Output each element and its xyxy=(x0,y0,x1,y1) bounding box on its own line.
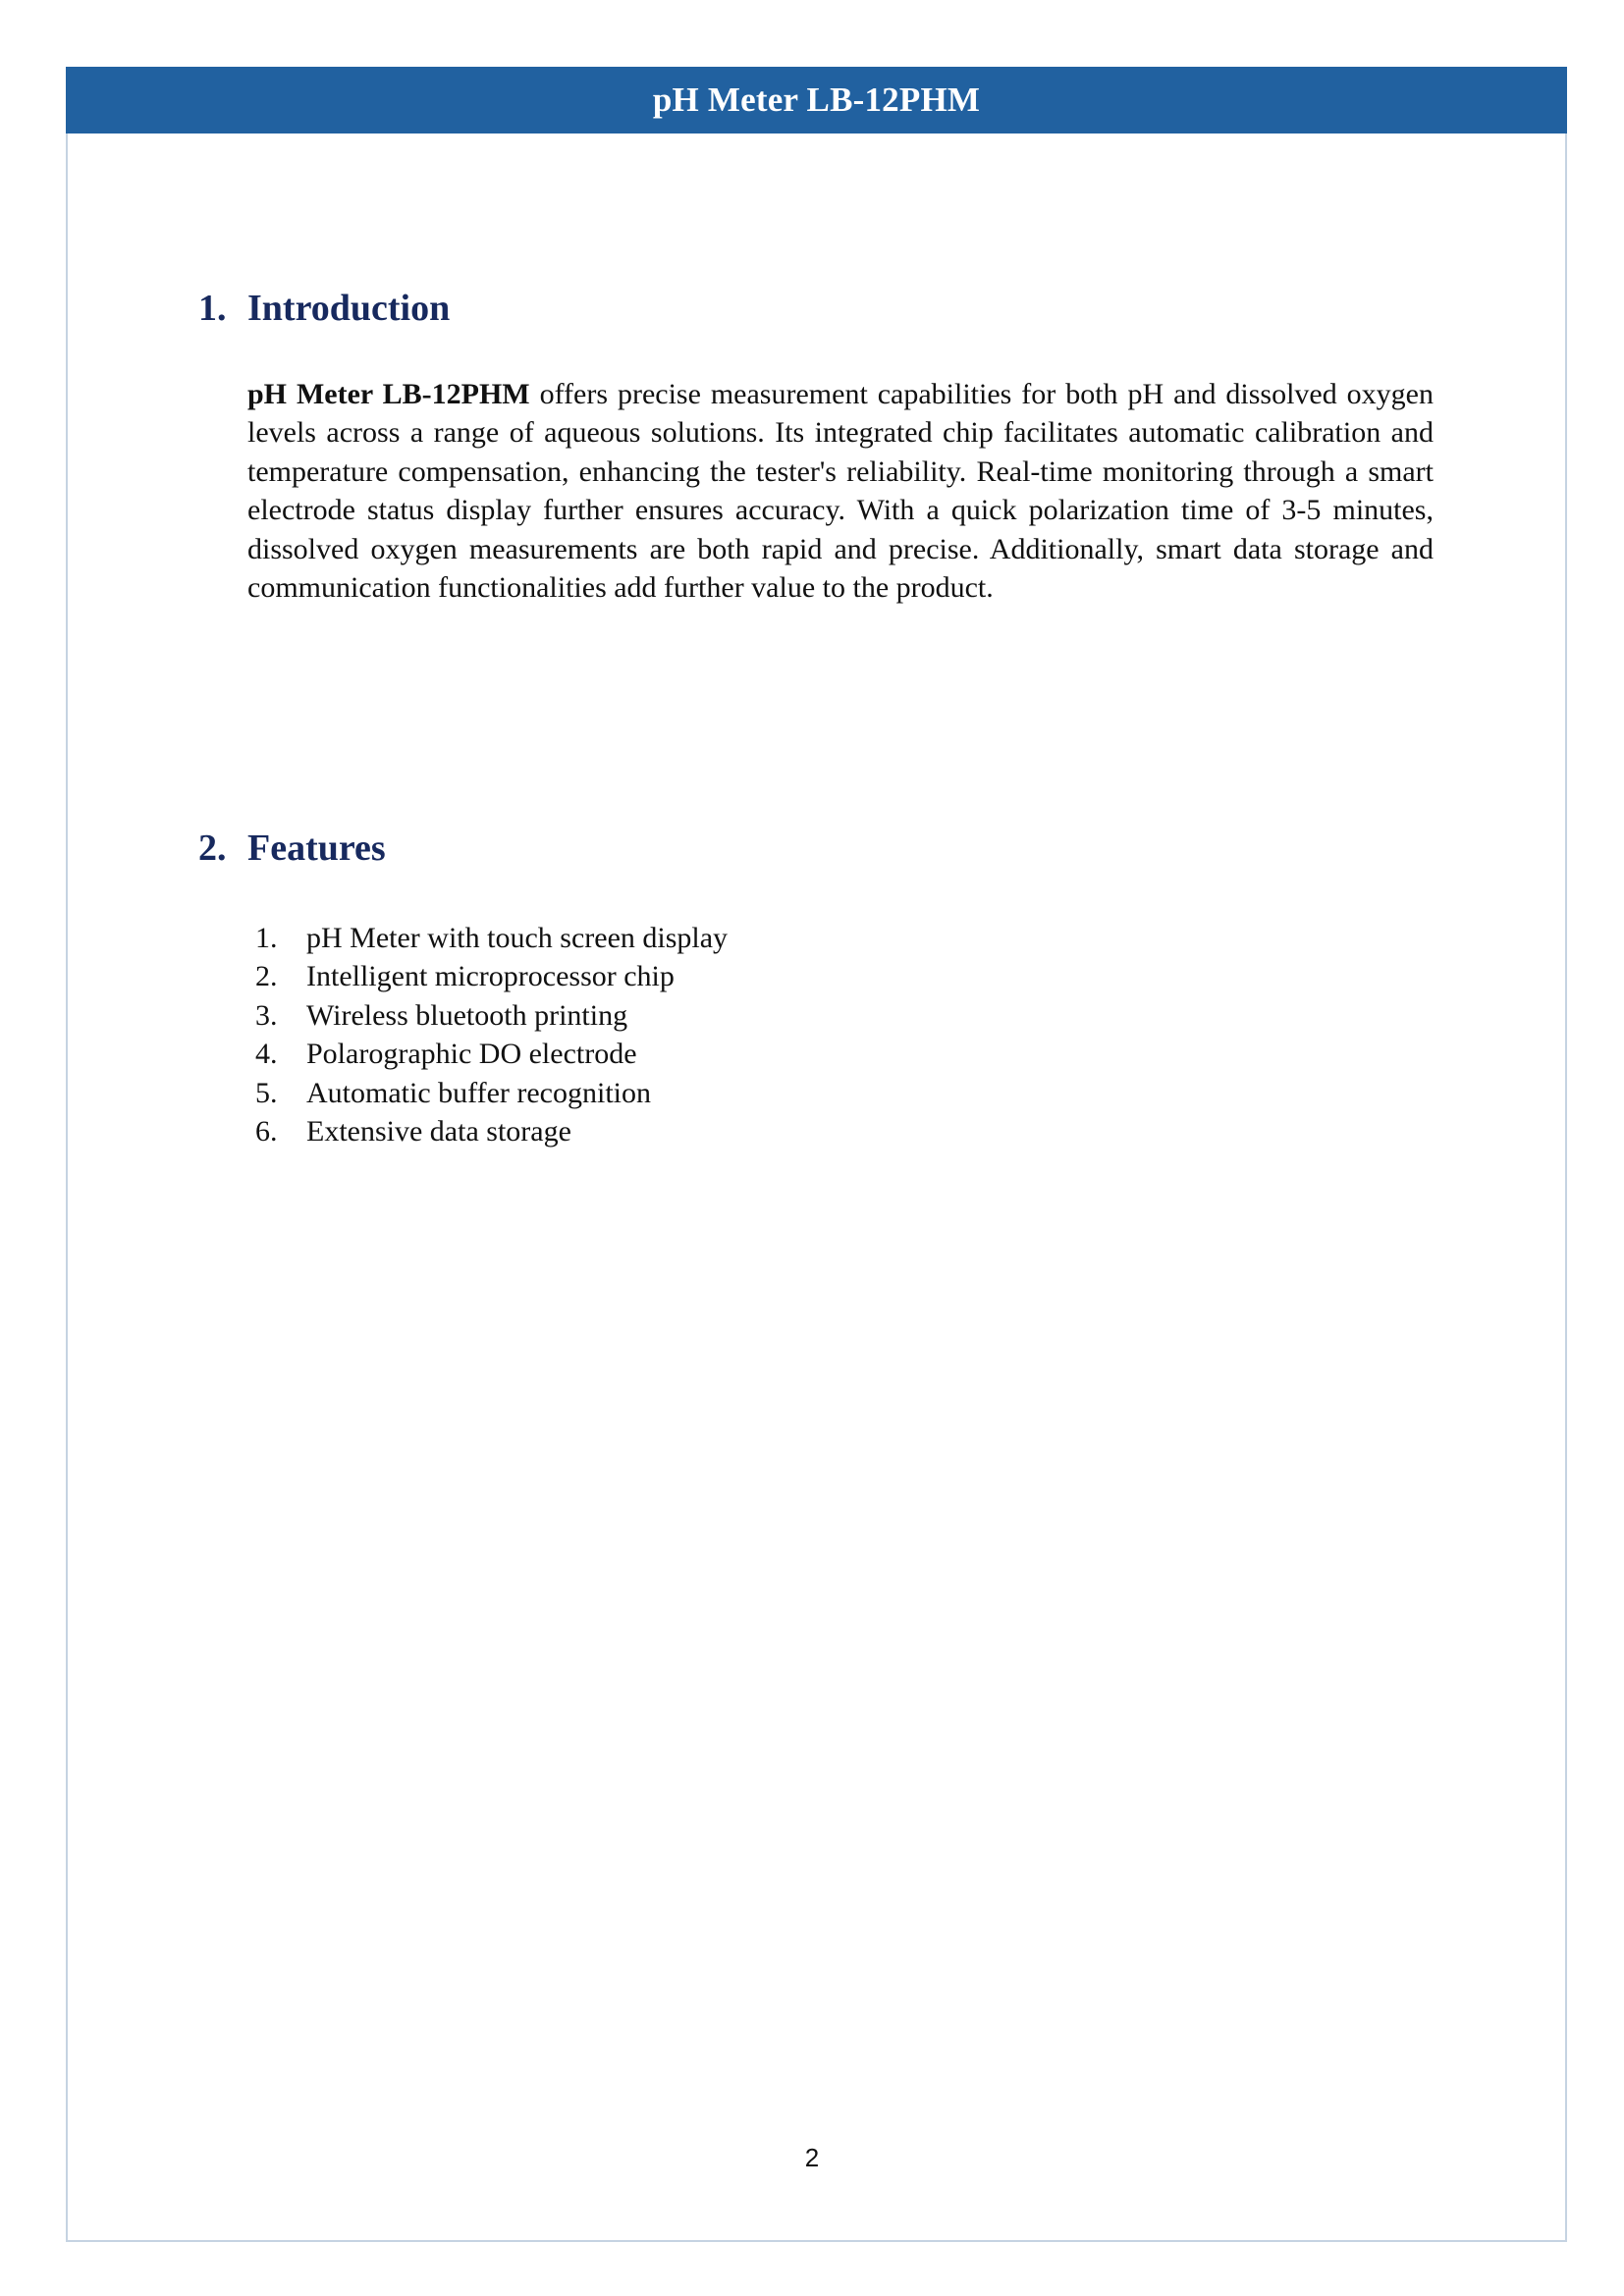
feature-text: Extensive data storage xyxy=(306,1115,571,1148)
feature-number: 5. xyxy=(255,1076,278,1109)
feature-number: 4. xyxy=(255,1038,278,1071)
feature-item xyxy=(247,957,728,995)
feature-item xyxy=(247,1035,728,1073)
product-name-bold: pH Meter LB-12PHM xyxy=(247,378,530,410)
feature-text: Polarographic DO electrode xyxy=(306,1038,637,1071)
feature-text: Automatic buffer recognition xyxy=(306,1076,652,1109)
feature-number: 3. xyxy=(255,998,278,1032)
section-heading-introduction xyxy=(198,287,450,330)
feature-number: 1. xyxy=(255,922,278,954)
section-heading-features xyxy=(198,827,386,870)
feature-text: Wireless bluetooth printing xyxy=(306,998,628,1032)
feature-item xyxy=(247,1074,728,1112)
feature-text: Intelligent microprocessor chip xyxy=(306,960,675,993)
section-title: Features xyxy=(247,828,386,869)
feature-number: 2. xyxy=(255,960,278,993)
feature-text: pH Meter with touch screen display xyxy=(306,922,729,954)
feature-item xyxy=(247,1112,728,1150)
feature-item xyxy=(247,919,728,957)
feature-number: 6. xyxy=(255,1115,278,1148)
page-number: 2 xyxy=(804,2143,820,2172)
feature-item xyxy=(247,996,728,1035)
features-list xyxy=(247,919,728,1150)
section-title: Introduction xyxy=(247,288,451,329)
document-title: pH Meter LB-12PHM xyxy=(652,80,981,119)
introduction-paragraph xyxy=(247,375,1434,607)
section-number: 2. xyxy=(198,828,227,869)
introduction-body-text: offers precise measurement capabilities for both pH and dissolved oxygen levels across a range of aqueous solutions. Its integrated chip facilitates automatic calibration and temperature compensation, enhancing the tester's reliability. Real-time monitoring through a smart electrode status display further ensures accuracy. With a quick polarization time of 3-5 minutes, dissolved oxygen measurements are both rapid and precise. Additionally, smart data storage and communication functionalities add further value to the product. xyxy=(247,378,1434,605)
header-bar xyxy=(66,67,1567,133)
section-number: 1. xyxy=(198,288,227,329)
